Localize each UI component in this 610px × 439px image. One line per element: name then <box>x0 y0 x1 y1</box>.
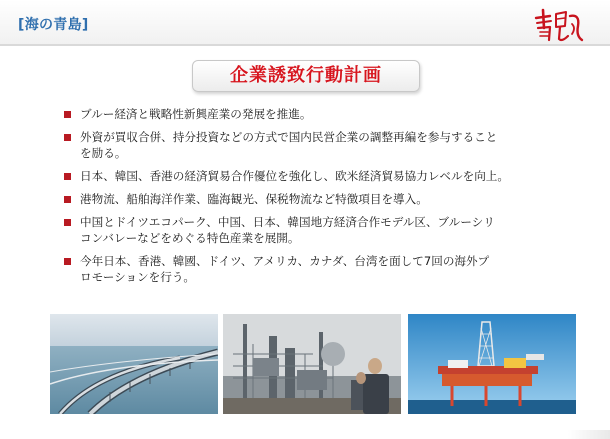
header-divider <box>0 44 610 46</box>
bullet-square-icon <box>64 134 71 141</box>
bullet-item <box>64 191 584 207</box>
bullet-square-icon <box>64 219 71 226</box>
bullet-item <box>64 214 584 246</box>
bullet-square-icon <box>64 111 71 118</box>
brand-logo-icon <box>532 6 588 46</box>
bullet-item <box>64 129 584 161</box>
section-label: [海の青島] <box>18 17 89 33</box>
bullet-square-icon <box>64 173 71 180</box>
bullet-text: 中国とドイツエコパーク、中国、日本、韓国地方経済合作モデル区、ブルーシリ <box>80 215 495 229</box>
bullet-text-continued: ロモーションを行う。 <box>80 270 196 284</box>
bullet-text: 日本、韓国、香港の経済貿易合作優位を強化し、欧米経済貿易協力レベルを向上。 <box>80 169 509 183</box>
slide-title: 企業誘致行動計画 <box>230 65 382 86</box>
refinery-photo <box>223 314 401 414</box>
slide-corner-mark <box>568 430 610 439</box>
bullet-text-continued: を励る。 <box>80 146 127 160</box>
bullet-square-icon <box>64 196 71 203</box>
oil-platform-photo <box>408 314 576 414</box>
bullet-item <box>64 253 584 285</box>
bridge-photo <box>50 314 218 414</box>
bullet-square-icon <box>64 258 71 265</box>
bullet-text: ブルー経済と戦略性新興産業の発展を推進。 <box>80 107 312 121</box>
header-band <box>0 0 610 44</box>
title-box <box>192 60 420 92</box>
bullet-text: 今年日本、香港、韓國、ドイツ、アメリカ、カナダ、台湾を面して7回の海外プ <box>80 254 490 268</box>
bullet-item <box>64 168 584 184</box>
bullet-text-continued: コンバレーなどをめぐる特色産業を展開。 <box>80 231 300 245</box>
bullet-item <box>64 106 584 122</box>
bullet-list <box>64 106 584 292</box>
bullet-text: 港物流、船舶海洋作業、臨海観光、保税物流など特徴項目を導入。 <box>80 192 428 206</box>
bullet-text: 外資が買収合併、持分投資などの方式で国内民営企業の調整再編を参与すること <box>80 130 498 144</box>
